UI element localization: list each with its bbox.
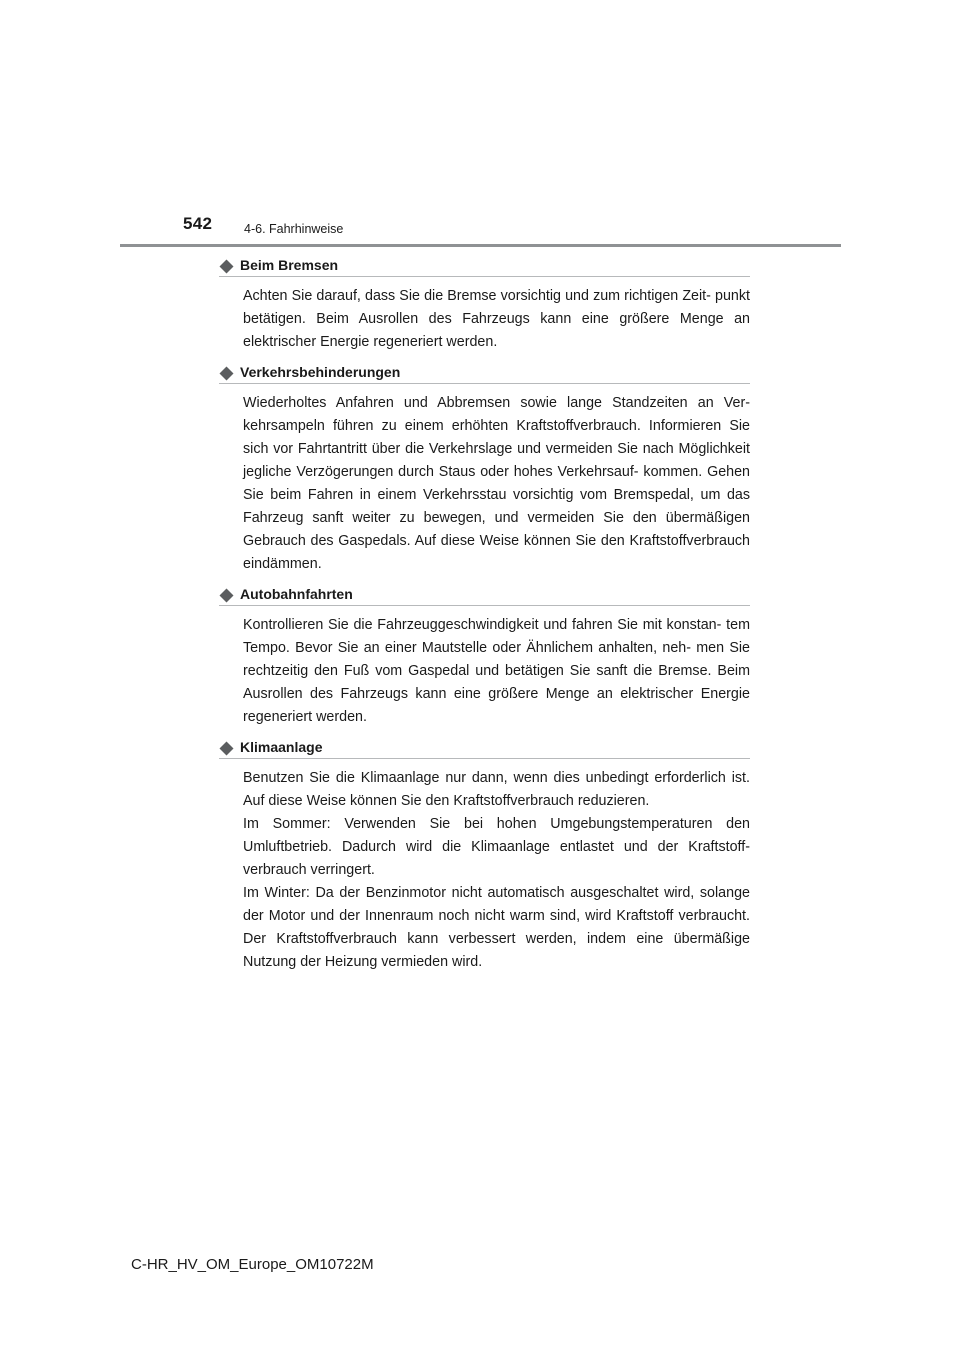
- page-content: [219, 254, 750, 981]
- section-autobahnfahrten: [219, 583, 750, 729]
- diamond-bullet-icon: [219, 741, 234, 756]
- diamond-bullet-icon: [219, 588, 234, 603]
- section-verkehrsbehinderungen: [219, 361, 750, 576]
- header-divider: [120, 244, 841, 247]
- section-heading: [219, 254, 750, 277]
- section-body: [243, 614, 750, 729]
- section-body: [243, 392, 750, 576]
- chapter-label: 4-6. Fahrhinweise: [244, 222, 344, 236]
- paragraph: Im Sommer: Verwenden Sie bei hohen Umgebungstemperaturen den Umluftbetrieb. Dadurch wird die Klimaanlage entlastet und der Kraftstoff- verbrauch verringert.: [243, 816, 750, 878]
- diamond-bullet-icon: [219, 366, 234, 381]
- document-code: C-HR_HV_OM_Europe_OM10722M: [131, 1256, 374, 1273]
- section-heading: [219, 361, 750, 384]
- section-title: Verkehrsbehinderungen: [240, 364, 401, 380]
- section-body: [243, 285, 750, 354]
- section-title: Beim Bremsen: [240, 257, 339, 273]
- page-header: [0, 0, 960, 250]
- section-beim-bremsen: [219, 254, 750, 354]
- page-number: 542: [183, 214, 213, 233]
- section-klimaanlage: [219, 736, 750, 974]
- paragraph: Kontrollieren Sie die Fahrzeuggeschwindigkeit und fahren Sie mit konstan- tem Tempo. Bevor Sie an einer Mautstelle oder Ähnlichem anhalten, neh- men Sie rechtzeitig den Fuß vom Gaspedal und betätigen Sie sanft die Bremse. Beim Ausrollen des Fahrzeugs kann eine größere Menge an elektrischer Energie regeneriert werden.: [243, 617, 750, 725]
- section-heading: [219, 736, 750, 759]
- paragraph: Im Winter: Da der Benzinmotor nicht automatisch ausgeschaltet wird, solange der Motor und der Innenraum noch nicht warm sind, wird Kraftstoff verbraucht. Der Kraftstoffverbrauch kann verbessert werden, indem eine übermäßige Nutzung der Heizung vermieden wird.: [243, 885, 750, 970]
- paragraph: Wiederholtes Anfahren und Abbremsen sowie lange Standzeiten an Ver- kehrsampeln führen zu einem erhöhten Kraftstoffverbrauch. Informieren Sie sich vor Fahrtantritt über die Verkehrslage und vermeiden Sie nach Möglichkeit jegliche Verzögerungen durch Staus oder hohes Verkehrsauf- kommen. Gehen Sie beim Fahren in einem Verkehrsstau vorsichtig vom Bremspedal, um das Fahrzeug sanft weiter zu bewegen, und vermeiden Sie den übermäßigen Gebrauch des Gaspedals. Auf diese Weise können Sie den Kraftstoffverbrauch eindämmen.: [243, 395, 750, 572]
- paragraph: Benutzen Sie die Klimaanlage nur dann, wenn dies unbedingt erforderlich ist. Auf diese Weise können Sie den Kraftstoffverbrauch reduzieren.: [243, 770, 750, 809]
- section-title: Klimaanlage: [240, 739, 323, 755]
- section-title: Autobahnfahrten: [240, 586, 353, 602]
- section-body: [243, 767, 750, 974]
- section-heading: [219, 583, 750, 606]
- diamond-bullet-icon: [219, 259, 234, 274]
- paragraph: Achten Sie darauf, dass Sie die Bremse vorsichtig und zum richtigen Zeit- punkt betätigen. Beim Ausrollen des Fahrzeugs kann eine größere Menge an elektrischer Energie regeneriert werden.: [243, 288, 750, 350]
